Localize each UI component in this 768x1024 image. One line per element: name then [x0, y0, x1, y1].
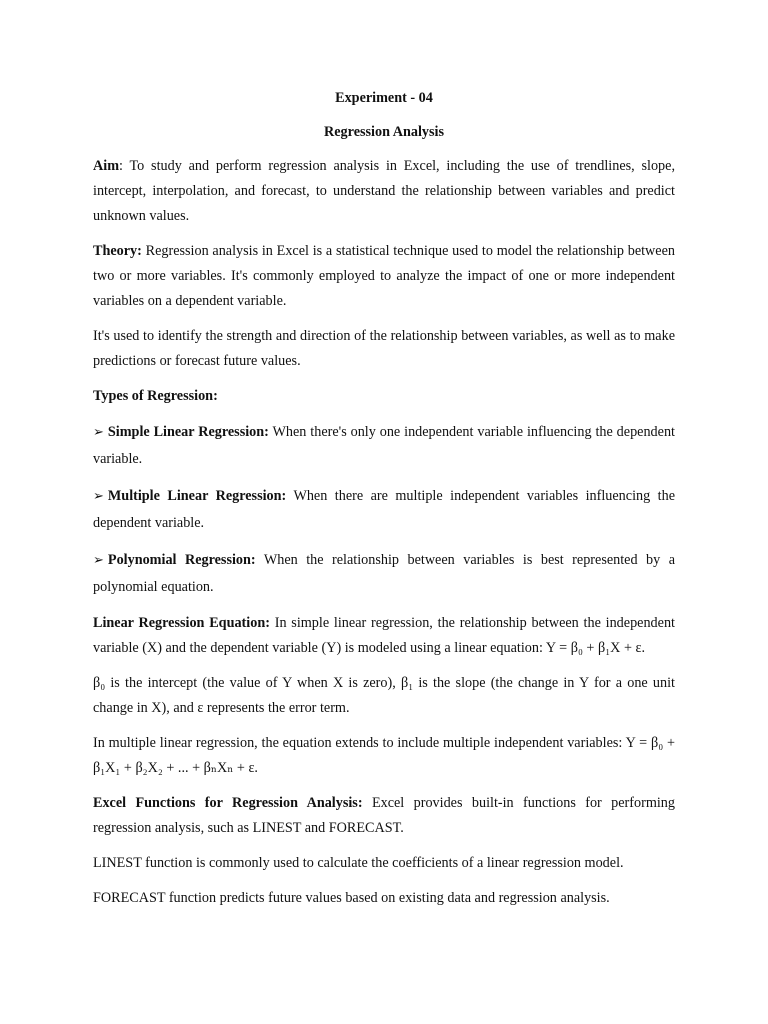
list-item-text: When there are multiple independent variables influencing the dependent variable. [93, 488, 675, 531]
list-item-label: Simple Linear Regression: [107, 424, 269, 440]
arrow-bullet-icon: ➢ [93, 553, 104, 568]
beta-paragraph: β₀ is the intercept (the value of Y when X is zero), β₁ is the slope (the change in Y for a one unit change in X), and ε represents the error term. [93, 675, 675, 716]
types-heading: Types of Regression: [93, 388, 218, 404]
page-subtitle: Regression Analysis [324, 124, 444, 140]
theory-paragraph-2: It's used to identify the strength and direction of the relationship between variables, as well as to make predictions or forecast future values. [93, 328, 675, 369]
list-item-label: Polynomial Regression: [107, 552, 256, 568]
document-page [93, 86, 675, 921]
list-item-text: When the relationship between variables is best represented by a polynomial equation. [93, 552, 676, 595]
theory-paragraph [93, 239, 675, 314]
arrow-bullet-icon: ➢ [93, 489, 104, 504]
theory-label: Theory: [93, 243, 142, 259]
linest-paragraph: LINEST function is commonly used to calculate the coefficients of a linear regression model. [93, 855, 624, 871]
forecast-paragraph: FORECAST function predicts future values based on existing data and regression analysis. [93, 890, 610, 906]
aim-label: Aim [93, 158, 120, 174]
theory-text: Regression analysis in Excel is a statistical technique used to model the relationship between two or more variables. It's commonly employed to analyze the impact of one or more independent variables on a dependent variable. [93, 243, 675, 309]
aim-paragraph [93, 154, 675, 229]
list-item-label: Multiple Linear Regression: [107, 488, 287, 504]
multiple-regression-paragraph: In multiple linear regression, the equation extends to include multiple independent variables: Y = β₀ + β₁X₁ + β₂X₂ + ... + βₙXₙ + ε. [93, 735, 675, 776]
linear-equation-text: In simple linear regression, the relationship between the independent variable (X) and the dependent variable (Y) is modeled using a linear equation: Y = β₀ + β₁X + ε. [93, 615, 675, 656]
list-item-multiple-linear [93, 483, 675, 537]
list-item-polynomial [93, 547, 675, 601]
excel-functions-paragraph [93, 791, 675, 841]
excel-functions-label: Excel Functions for Regression Analysis: [93, 795, 363, 811]
page-title: Experiment - 04 [335, 90, 433, 106]
arrow-bullet-icon: ➢ [93, 425, 104, 440]
linear-equation-label: Linear Regression Equation: [93, 615, 270, 631]
list-item-simple-linear [93, 419, 675, 473]
list-item-text: When there's only one independent variable influencing the dependent variable. [93, 424, 675, 467]
aim-text: : To study and perform regression analysis in Excel, including the use of trendlines, slope, intercept, interpolation, and forecast, to understand the relationship between variables and predict unknown values. [93, 158, 675, 224]
linear-equation-paragraph [93, 611, 675, 661]
excel-functions-text: Excel provides built-in functions for performing regression analysis, such as LINEST and FORECAST. [93, 795, 675, 836]
